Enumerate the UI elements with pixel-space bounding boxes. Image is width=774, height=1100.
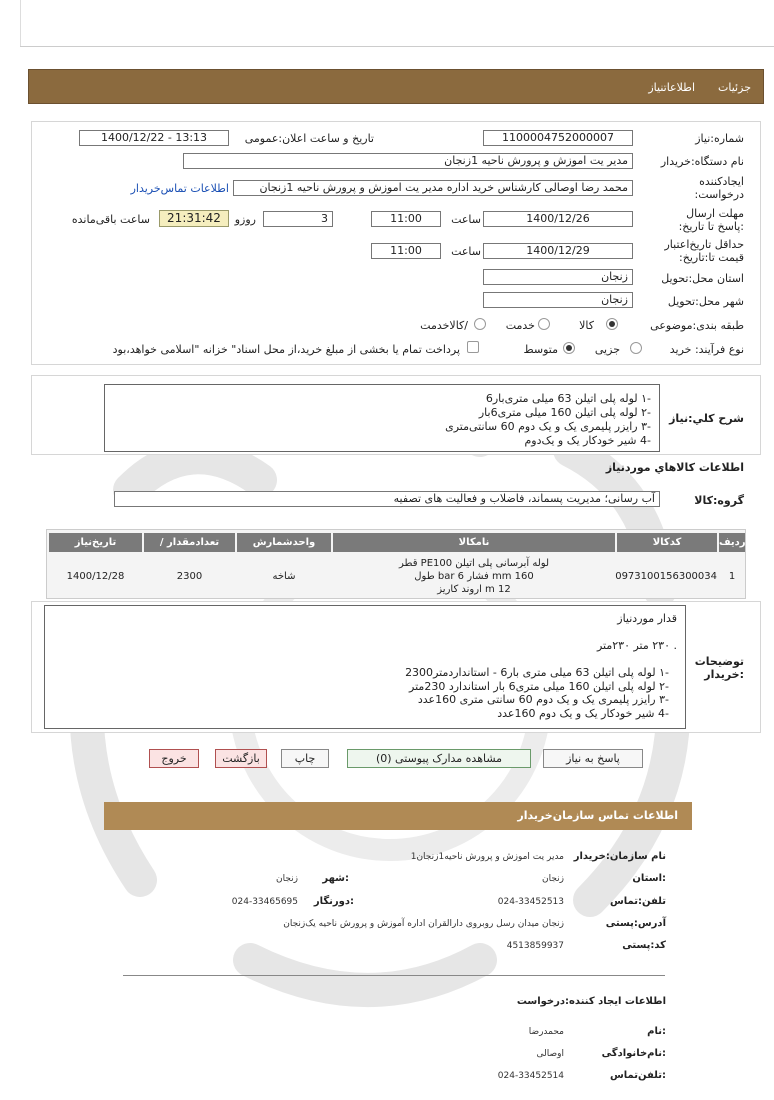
deadline-label: مهلت ارسال :پاسخ تا تاریخ: [678, 207, 744, 233]
notes-label: توضیحات :خریدار [694, 655, 744, 681]
notes-line: -4 شیر خودکار یک و یک دوم 160عدد [497, 706, 669, 720]
goods-group-field: آب رسانی؛ مدیریت پسماند، فاضلاب و فعالیت های تصفیه [114, 491, 660, 507]
deadline-date-field: 1400/12/26 [483, 211, 633, 227]
col-name: نامکالا [333, 533, 615, 552]
summary-label: شرح کلي:نیاز [669, 412, 744, 425]
contact-province: زنجان [541, 874, 564, 884]
col-qty: / تعدادمقدار [144, 533, 235, 552]
details-header [28, 69, 764, 104]
validity-time-label: ساعت [451, 245, 481, 258]
notes-line: -۱ لوله پلی اتیلن 63 میلی متری بار6 - استانداردمتر2300 [405, 666, 669, 679]
row-index: 1 [728, 571, 736, 582]
buyer-org-label: نام دستگاه:خریدار [660, 155, 744, 168]
creator-first-name-label: :نام [647, 1026, 666, 1037]
process-small-label: جزیی [594, 343, 620, 356]
announce-label: تاریخ و ساعت اعلان:عمومی [244, 132, 374, 145]
contact-address-label: آدرس:پستی [605, 918, 666, 929]
category-service-radio[interactable] [538, 318, 550, 330]
creator-last-name: اوصالی [536, 1049, 564, 1059]
process-medium-radio[interactable] [563, 342, 575, 354]
goods-section-title: اطلاعات کالاهاي موردنیاز [605, 461, 744, 474]
need-number-field: 1100004752000007 [483, 130, 633, 146]
province-label: استان محل:تحویل [661, 272, 744, 285]
summary-line: -۱ لوله پلی اتیلن 63 میلی متری‌بار6 [485, 392, 651, 405]
row-name-line: 160 mm فشار 6 bar طول [414, 571, 534, 582]
contact-phone-label: تلفن:تماس [609, 896, 666, 907]
goods-table [46, 529, 746, 599]
deadline-time-field: 11:00 [371, 211, 441, 227]
buyer-contact-link[interactable]: اطلاعات تماس‌خریدار [130, 182, 229, 195]
col-code: کدکالا [617, 533, 717, 552]
row-code: 0973100156300034 [615, 571, 717, 582]
announce-field: 1400/12/22 - 13:13 [79, 130, 229, 146]
row-name [333, 557, 615, 596]
category-goods-service-label: /کالاخدمت [420, 319, 468, 332]
validity-time-field: 11:00 [371, 243, 441, 259]
row-name-line: 12 m اروند کاریز [437, 584, 511, 595]
row-name-line: لوله آبرسانی پلی اتیلن PE100 قطر [398, 558, 549, 569]
contact-postal-label: کد:پستی [622, 940, 666, 951]
contact-org: مدیر یت اموزش و پرورش ناحیه1زنجان1 [410, 852, 564, 862]
validity-date-field: 1400/12/29 [483, 243, 633, 259]
contact-province-label: :استان [632, 873, 666, 884]
back-button[interactable]: بازگشت [215, 749, 267, 768]
category-goods-label: کالا [579, 319, 594, 332]
category-label: طبقه بندی:موضوعی [650, 319, 744, 332]
page-edge [20, 0, 21, 46]
creator-first-name: محمدرضا [528, 1027, 564, 1037]
contact-postal: 4513859937 [506, 941, 564, 951]
contact-org-label: نام سازمان:خریدار [573, 851, 666, 862]
reply-button[interactable]: پاسخ به نیاز [543, 749, 643, 768]
exit-button[interactable]: خروج [149, 749, 199, 768]
contact-fax-label: :دورنگار [313, 896, 354, 907]
city-label: شهر محل:تحویل [667, 295, 744, 308]
treasury-payment-note: پرداخت تمام یا بخشی از مبلغ خرید،از محل اسناد" خزانه "اسلامی خواهد،بود [112, 343, 460, 356]
tab-details[interactable]: جزئیات [718, 81, 751, 94]
process-label: نوع فرآیند: خرید [669, 343, 744, 356]
goods-group-label: گروه:کالا [694, 494, 744, 507]
days-field: 3 [263, 211, 333, 227]
need-number-label: شماره:نیاز [695, 132, 744, 145]
validity-label: حداقل تاریخ‌اعتبار قیمت تا:تاریخ: [664, 238, 744, 264]
creator-info-title: اطلاعات ایجاد کننده:درخواست [516, 996, 666, 1007]
days-label: روزو [234, 213, 256, 226]
process-medium-label: متوسط [523, 343, 558, 356]
col-date: تاریخ‌نیاز [49, 533, 142, 552]
contact-phone: 024-33452513 [497, 897, 564, 907]
contact-address: زنجان میدان رسل روبروی دارالقران اداره آموزش و پرورش ناحیه یک‌زنجان [283, 919, 564, 929]
contact-divider [123, 975, 665, 976]
contact-city: زنجان [275, 874, 298, 884]
buyer-contact-title: اطلاعات تماس سازمان‌خریدار [104, 802, 692, 830]
remaining-label: ساعت باقی‌مانده [71, 213, 150, 226]
summary-box [104, 384, 660, 452]
creator-phone-label: :تلفن‌تماس [609, 1070, 666, 1081]
deadline-time-label: ساعت [451, 213, 481, 226]
creator-label: ایجادکننده درخواست: [694, 175, 744, 201]
category-goods-service-radio[interactable] [474, 318, 486, 330]
row-qty: 2300 [176, 571, 203, 582]
buyer-org-field: مدیر یت اموزش و پرورش ناحیه 1زنجان [183, 153, 633, 169]
summary-line: -۳ رایزر پلیمری یک و یک دوم 60 سانتی‌متری [445, 420, 651, 433]
view-attachments-button[interactable]: مشاهده مدارک پیوستی (0) [347, 749, 531, 768]
creator-last-name-label: :نام‌خانوادگی [601, 1048, 666, 1059]
category-service-label: خدمت [505, 319, 535, 332]
province-field: زنجان [483, 269, 633, 285]
notes-line: -۳ رایزر پلیمری یک و یک دوم 60 سانتی متری 160عدد [417, 693, 669, 706]
notes-line: قدار موردنیاز [617, 612, 677, 625]
treasury-payment-checkbox[interactable] [467, 341, 479, 353]
notes-line [53, 653, 677, 667]
row-date: 1400/12/28 [66, 571, 125, 582]
print-button[interactable]: چاپ [281, 749, 329, 768]
city-field: زنجان [483, 292, 633, 308]
summary-line: -4 شیر خودکار یک و یک‌دوم [524, 434, 651, 447]
notes-line [53, 626, 677, 640]
top-divider [20, 46, 774, 47]
contact-fax: 024-33465695 [231, 897, 298, 907]
notes-line: -۲ لوله پلی اتیلن 160 میلی متری6 بار استاندارد 230متر [409, 679, 669, 693]
creator-field: محمد رضا اوصالی کارشناس خرید اداره مدیر یت اموزش و پرورش ناحیه 1زنجان [233, 180, 633, 196]
notes-line: . ۲۳۰ متر ۲۳۰متر [596, 639, 677, 652]
col-unit: واحدشمارش [237, 533, 331, 552]
col-index: ردیف [719, 533, 745, 552]
contact-city-label: :شهر [322, 873, 349, 884]
row-unit: شاخه [272, 571, 296, 582]
creator-phone: 024-33452514 [497, 1071, 564, 1081]
category-goods-radio[interactable] [606, 318, 618, 330]
remaining-time: 21:31:42 [159, 210, 229, 227]
process-small-radio[interactable] [630, 342, 642, 354]
notes-box [44, 605, 686, 729]
tab-need-info[interactable]: اطلاعاتنیاز [648, 81, 695, 94]
summary-line: -۲ لوله پلی اتیلن 160 میلی متری6بار [478, 406, 651, 419]
